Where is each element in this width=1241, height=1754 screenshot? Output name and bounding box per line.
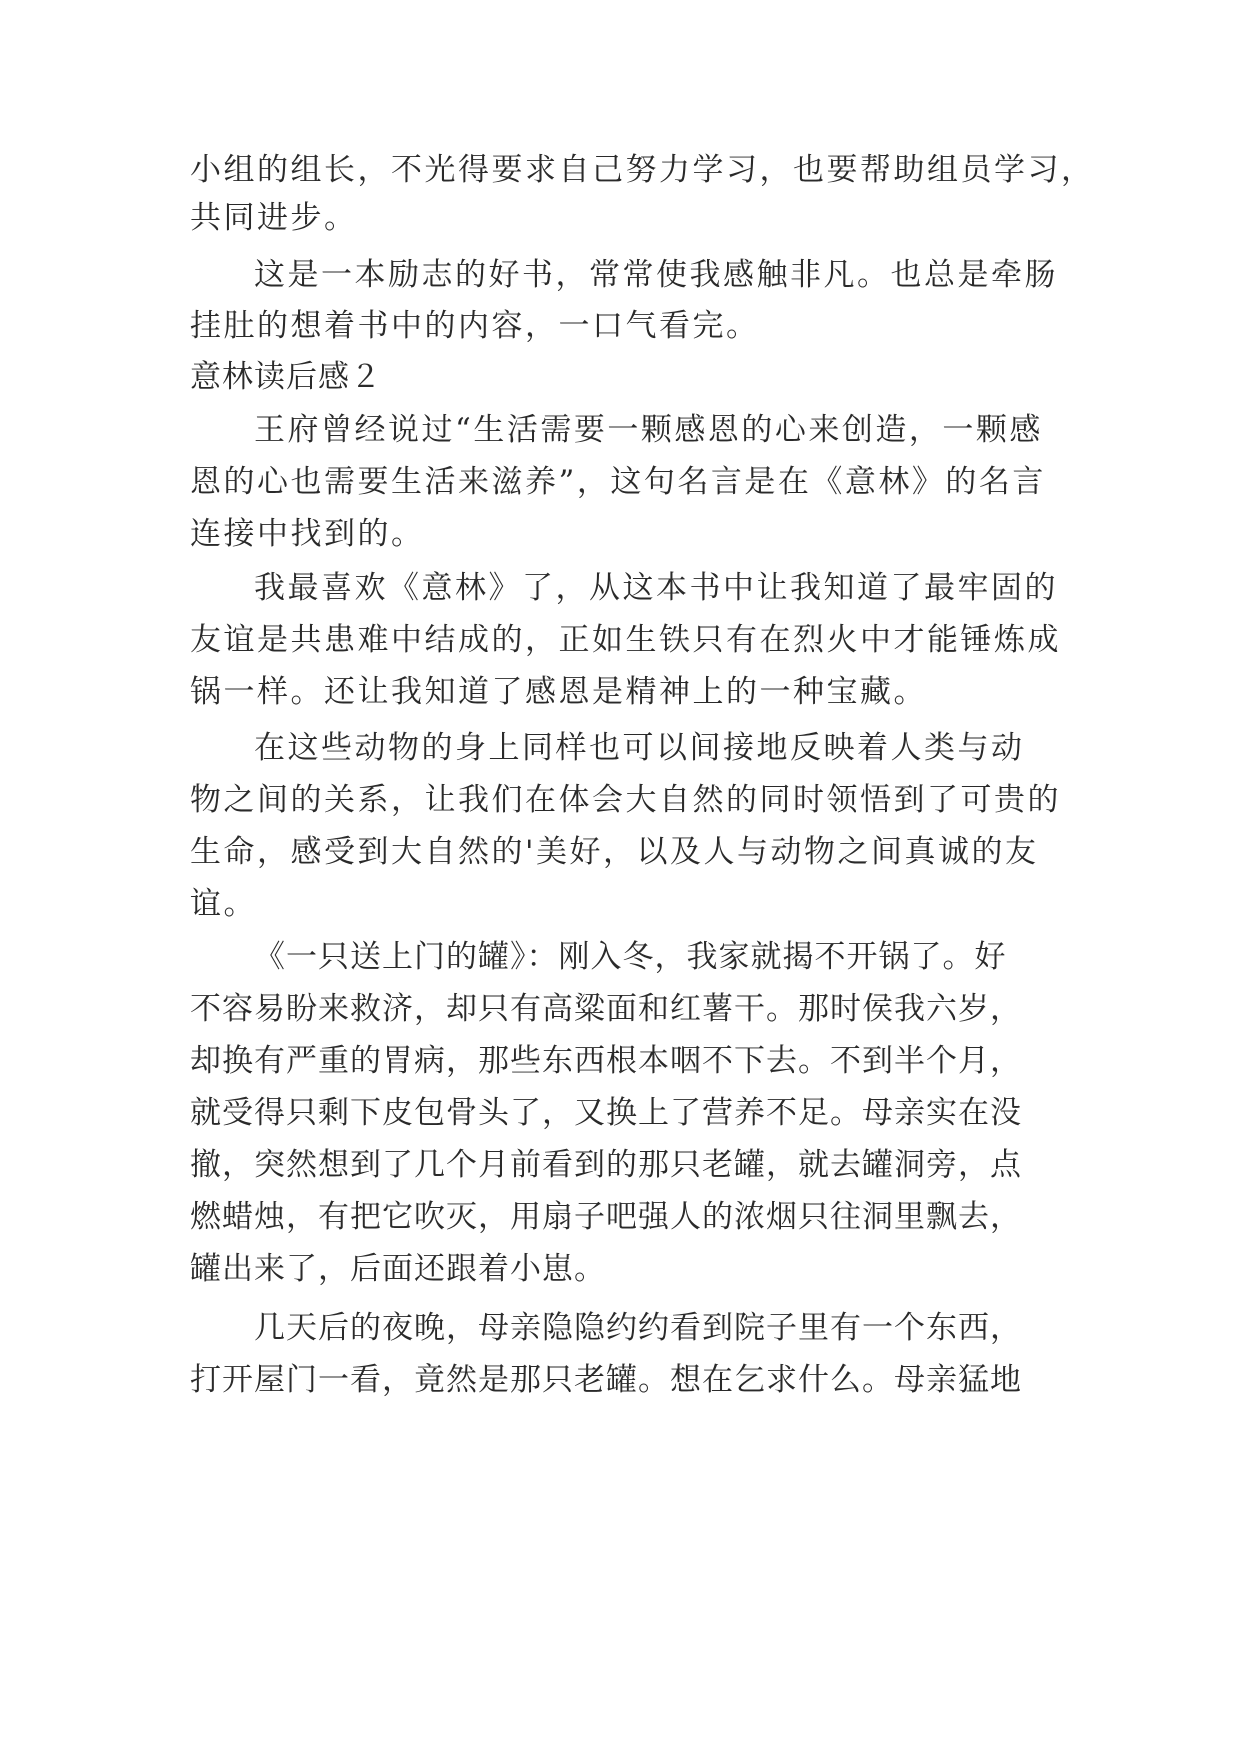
paragraph-5-line-1: 在这些动物的身上同样也可以间接地反映着人类与动 [254, 730, 1025, 766]
paragraph-4-line-2: 友谊是共患难中结成的，正如生铁只有在烈火中才能锤炼成 [190, 622, 1061, 658]
paragraph-6-line-7: 罐出来了，后面还跟着小崽。 [190, 1251, 606, 1287]
paragraph-2-line-1: 这是一本励志的好书，常常使我感触非凡。也总是牵肠 [254, 257, 1058, 293]
paragraph-1-line-2: 共同进步。 [190, 200, 358, 236]
paragraph-6-line-4: 就受得只剩下皮包骨头了，又换上了营养不足。母亲实在没 [190, 1095, 1022, 1131]
paragraph-6-line-2: 不容易盼来救济，却只有高粱面和红薯干。那时侯我六岁， [190, 991, 1022, 1027]
paragraph-3-line-3: 连接中找到的。 [190, 516, 425, 552]
paragraph-6-line-1: 《一只送上门的罐》：刚入冬，我家就揭不开锅了。好 [254, 939, 1007, 975]
paragraph-4-line-3: 锅一样。还让我知道了感恩是精神上的一种宝藏。 [190, 674, 927, 710]
paragraph-5-line-3: 生命，感受到大自然的'美好，以及人与动物之间真诚的友 [190, 834, 1039, 870]
paragraph-3-line-1: 王府曾经说过“生活需要一颗感恩的心来创造，一颗感 [254, 412, 1043, 448]
paragraph-6-line-3: 却换有严重的胃病，那些东西根本咽不下去。不到半个月， [190, 1043, 1022, 1079]
paragraph-3-line-2: 恩的心也需要生活来滋养”，这句名言是在《意林》的名言 [190, 464, 1046, 500]
paragraph-6-line-5: 撤，突然想到了几个月前看到的那只老罐，就去罐洞旁，点 [190, 1147, 1022, 1183]
paragraph-1-line-1: 小组的组长，不光得要求自己努力学习，也要帮助组员学习， [190, 152, 1095, 188]
paragraph-4-line-1: 我最喜欢《意林》了，从这本书中让我知道了最牢固的 [254, 570, 1058, 606]
paragraph-6-line-6: 燃蜡烛，有把它吹灭，用扇子吧强人的浓烟只往洞里飘去， [190, 1199, 1022, 1235]
paragraph-7-line-2: 打开屋门一看，竟然是那只老罐。想在乞求什么。母亲猛地 [190, 1362, 1022, 1398]
paragraph-5-line-2: 物之间的关系，让我们在体会大自然的同时领悟到了可贵的 [190, 782, 1061, 818]
paragraph-7-line-1: 几天后的夜晚，母亲隐隐约约看到院子里有一个东西， [254, 1310, 1022, 1346]
paragraph-2-line-2: 挂肚的想着书中的内容，一口气看完。 [190, 308, 760, 344]
section-heading: 意林读后感２ [190, 359, 382, 395]
paragraph-5-line-4: 谊。 [190, 886, 257, 922]
